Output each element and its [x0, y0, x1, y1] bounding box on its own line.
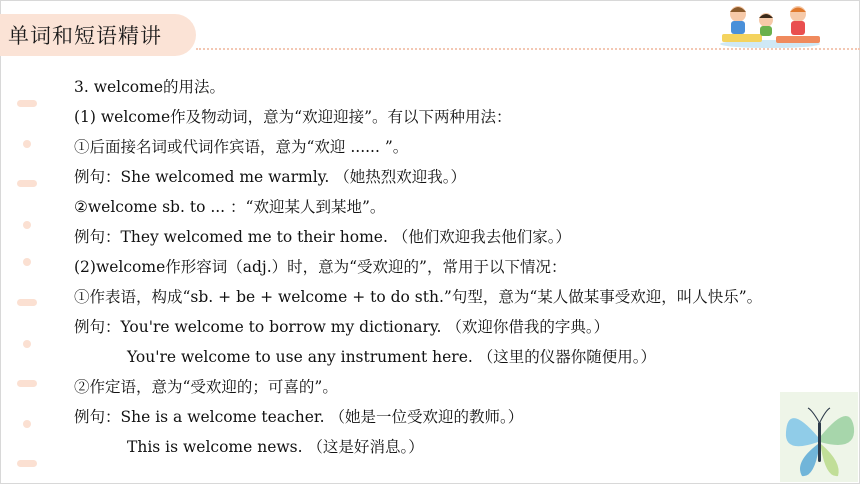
butterfly-illustration [780, 392, 858, 482]
example-sentence: 例句：They welcomed me to their home. （他们欢迎我去他们家。） [74, 228, 572, 246]
header-divider [196, 48, 860, 50]
example-sentence: You're welcome to use any instrument here. （这里的仪器你随便用。） [127, 348, 656, 366]
section-heading: 3. welcome的用法。 [74, 78, 225, 96]
lesson-content [74, 72, 834, 462]
children-reading-illustration [716, 0, 824, 48]
example-sentence: 例句：She welcomed me warmly. （她热烈欢迎我。） [74, 168, 467, 186]
usage-point: ①作表语，构成“sb. + be + welcome + to do sth.”句型，意为“某人做某事受欢迎，叫人快乐”。 [74, 288, 763, 306]
usage-point: ①后面接名词或代词作宾语，意为“欢迎 ...... ”。 [74, 138, 409, 156]
page-title: 单词和短语精讲 [8, 24, 162, 48]
usage-point: ②welcome sb. to ... ：“欢迎某人到某地”。 [74, 198, 386, 216]
usage-verb-heading: (1) welcome作及物动词，意为“欢迎迎接”。有以下两种用法： [74, 108, 512, 126]
usage-point: ②作定语，意为“受欢迎的；可喜的”。 [74, 378, 338, 396]
usage-adj-heading: (2)welcome作形容词（adj.）时，意为“受欢迎的”，常用于以下情况： [74, 258, 567, 276]
example-sentence: 例句：She is a welcome teacher. （她是一位受欢迎的教师。） [74, 408, 524, 426]
decorative-dots [17, 78, 37, 478]
example-sentence: 例句：You're welcome to borrow my dictionary. （欢迎你借我的字典。） [74, 318, 610, 336]
example-sentence: This is welcome news. （这是好消息。） [127, 438, 424, 456]
